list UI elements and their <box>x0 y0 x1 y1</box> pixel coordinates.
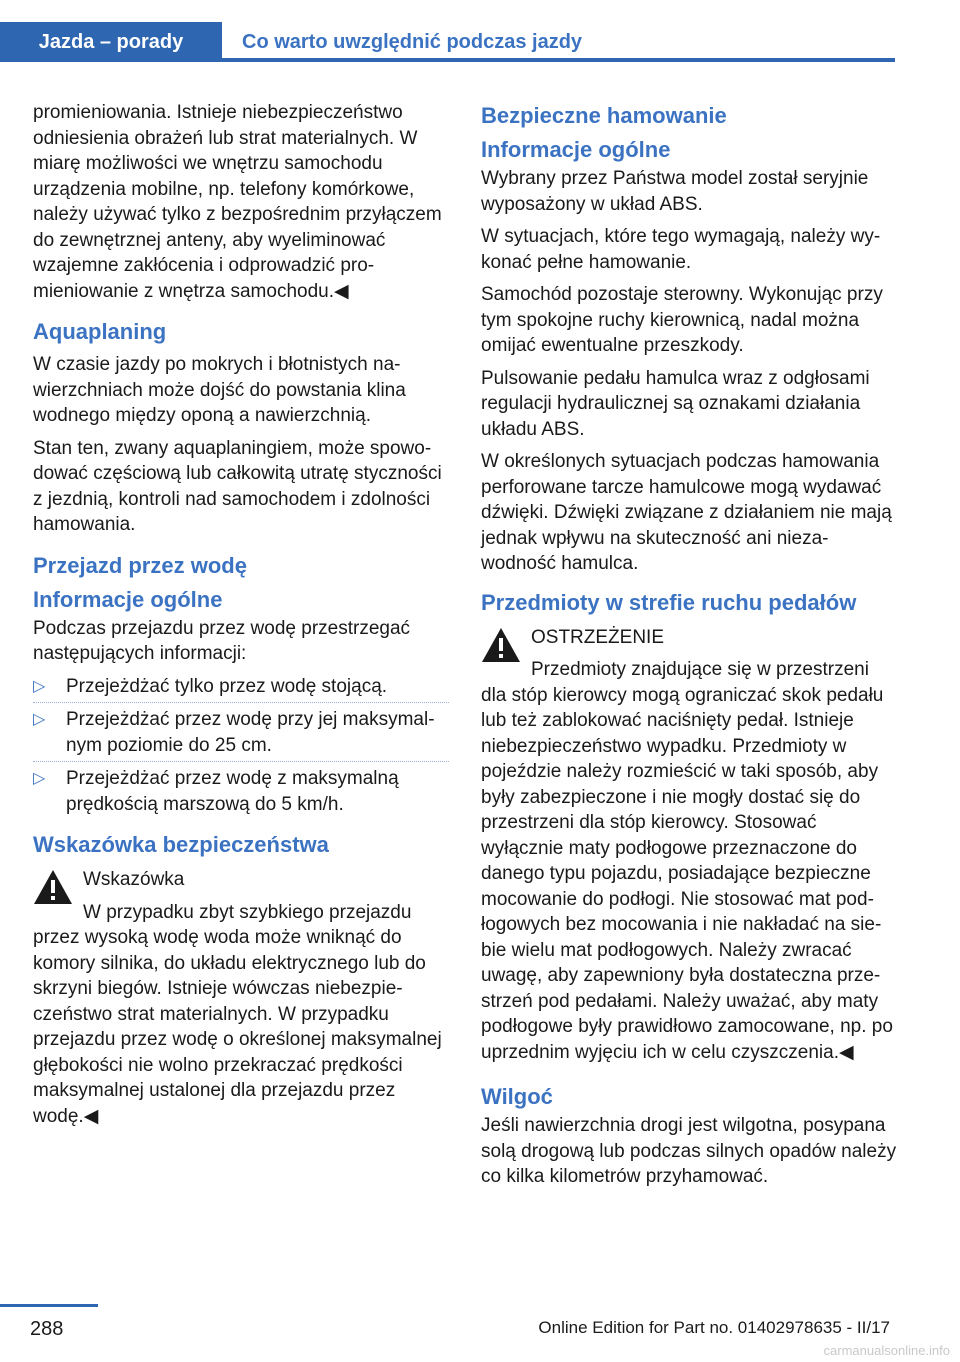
pedal-warning-box <box>481 625 897 1066</box>
section-tab[interactable]: Co warto uwzględnić podczas jazdy <box>242 30 583 53</box>
header-rule <box>222 58 895 62</box>
triangle-bullet-icon: ▷ <box>33 711 46 728</box>
bullet-text: Przejeżdżać tylko przez wodę stojącą. <box>66 675 388 697</box>
braking-paragraph-2: W sytuacjach, które tego wymagają, należy wykonać pełne hamowanie. <box>481 226 881 273</box>
braking-paragraph-1: Wybrany przez Państwa model został seryjnie wyposażony w układ ABS. <box>481 168 869 215</box>
watermark: carmanualsonline.info <box>823 1343 950 1358</box>
list-item <box>33 674 449 700</box>
list-item <box>33 766 449 817</box>
braking-general-subheading: Informacje ogólne <box>481 137 671 162</box>
braking-paragraph-4: Pulsowanie pedału hamulca wraz z odgłosami regulacji hydraulicznej są oznakami działania układu ABS. <box>481 367 870 440</box>
warning-label: OSTRZEŻENIE <box>531 626 665 648</box>
bullet-text: Przejeżdżać przez wodę przy jej maksymalnym poziomie do 25 cm. <box>66 709 435 756</box>
aquaplaning-heading: Aquaplaning <box>33 319 167 344</box>
left-column <box>33 100 449 1129</box>
warning-label: Wskazówka <box>83 869 185 890</box>
aquaplaning-paragraph-1: W czasie jazdy po mokrych i błotnistych nawierzchniach może dojść do powstania klina wodnego między oponą a nawierzchnią. <box>33 354 406 426</box>
warning-icon <box>481 627 521 663</box>
warning-text: W przypadku zbyt szybkiego przejazdu przez wysoką wodę woda może wniknąć do komory silnika, do układu elektrycznego lub do skrzyni biegów. Istnieje wówczas niebezpieczeństwo strat materialnych. W przypadku przejazdu przez wodę o określonej maksymalnej głębokości nie wolno przekraczać prędkości maksymalnej ustalonej dla przejazdu przez wodę.◀ <box>33 901 442 1127</box>
bullet-divider <box>33 702 449 703</box>
water-general-subheading: Informacje ogólne <box>33 586 223 612</box>
water-bullet-list <box>33 674 449 818</box>
braking-heading: Bezpieczne hamowanie <box>481 103 727 128</box>
bullet-divider <box>33 761 449 762</box>
moisture-heading: Wilgoć <box>481 1084 553 1109</box>
aquaplaning-paragraph-2: Stan ten, zwany aquaplaningiem, może spowodować częściową lub całkowitą utratę styczności z jezdnią, kontroli nad samochodem i zdolności hamowania. <box>33 437 442 535</box>
footer-rule <box>0 1304 98 1307</box>
intro-paragraph: promieniowania. Istnieje niebezpieczeństwo odniesienia obrażeń lub strat materialnych. W miarę możliwości we wnętrzu samochodu urządzenia mobilne, np. telefony komórkowe, należy używać tylko z bezpośrednim przyłączem do zewnętrznej anteny, aby wyeliminować wzajemne zakłócenia i odprowadzić promieniowanie z wnętrza samochodu.◀ <box>33 102 442 302</box>
page-header <box>0 0 895 62</box>
edition-info: Online Edition for Part no. 01402978635 - II/17 <box>538 1318 890 1337</box>
page-number: 288 <box>30 1318 64 1340</box>
moisture-paragraph: Jeśli nawierzchnia drogi jest wilgotna, posypana solą drogową lub podczas silnych opadów należy co kilka kilometrów przyhamować. <box>481 1115 897 1187</box>
triangle-bullet-icon: ▷ <box>33 677 46 695</box>
warning-icon <box>33 869 73 905</box>
water-crossing-heading: Przejazd przez wodę <box>33 552 247 578</box>
braking-paragraph-5: W określonych sytuacjach podczas hamowania perforowane tarcze hamulcowe mogą wydawać dźwięki. Dźwięki związane z działaniem nie mają jednak wpływu na skuteczność ani niezawodność hamulca. <box>481 451 892 574</box>
bullet-text: Przejeżdżać przez wodę z maksymalną prędkością marszową do 5 km/h. <box>66 768 399 815</box>
right-column <box>481 100 897 1197</box>
safety-warning-box <box>33 867 449 1129</box>
braking-paragraph-3: Samochód pozostaje sterowny. Wykonując przy tym spokojne ruchy kierownicą, nadal można omijać ewentualne przeszkody. <box>481 284 883 356</box>
water-intro-paragraph: Podczas przejazdu przez wodę przestrzegać następujących informacji: <box>33 617 411 664</box>
triangle-bullet-icon: ▷ <box>33 770 46 787</box>
list-item <box>33 707 449 758</box>
pedal-objects-heading: Przedmioty w strefie ruchu pedałów <box>481 589 857 615</box>
warning-text: Przedmioty znajdujące się w przestrzeni dla stóp kierowcy mogą ograniczać skok pedału lub też zablokować naciśnięty pedał. Istnieje niebezpieczeństwo wypadku. Przedmioty w pojeździe należy rozmieścić w taki sposób, aby były zabezpieczone i nie mogły dostać się do przestrzeni dla stóp kierowcy. Stosować wyłącznie maty podłogowe przeznaczone do danego typu pojazdu, posiadające bezpieczne mocowanie do podłogi. Nie stosować mat podłogowych bez mocowania i nie nakładać na siebie wielu mat podłogowych. Należy zwracać uwagę, aby zapewniony była dostateczna przestrzeń pod pedałami. Należy uważać, aby maty podłogowe były prawidłowo zamocowane, np. po uprzednim wyjęciu ich w celu czyszczenia.◀ <box>481 659 893 1063</box>
chapter-tab[interactable]: Jazda – porady <box>0 22 222 62</box>
safety-note-heading: Wskazówka bezpieczeństwa <box>33 832 329 857</box>
